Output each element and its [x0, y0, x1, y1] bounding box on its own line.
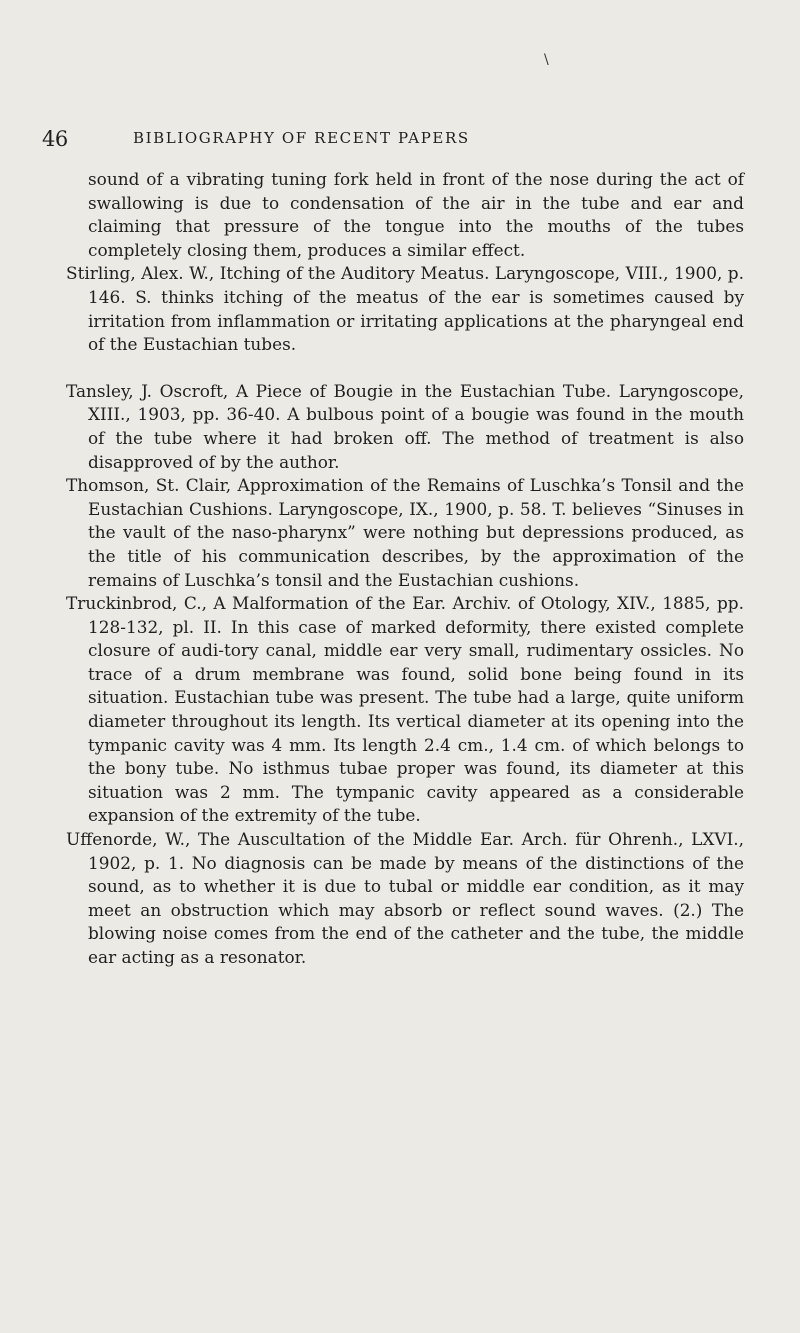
entry-truckinbrod: Truckinbrod, C., A Malformation of the Ear. Archiv. of Otology, XIV., 1885, pp. 128-132, pl. II. In this case of marked deformity, there existed complete closure of audi-tory canal, middle ear very small, rudimentary ossicles. No trace of a drum membrane was found, solid bone being found in its situation. Eustachian tube was present. The tube had a large, quite uniform diameter throughout its length. Its vertical diameter at its opening into the tympanic cavity was 4 mm. Its length 2.4 cm., 1.4 cm. of which belongs to the bony tube. No isthmus tubae proper was found, its diameter at this situation was 2 mm. The tympanic cavity appeared as a considerable expansion of the extremity of the tube. [66, 593, 744, 826]
entry-tansley: Tansley, J. Oscroft, A Piece of Bougie in the Eustachian Tube. Laryngoscope, XIII., 1903, pp. 36-40. A bulbous point of a bougie was found in the mouth of the tube where it had broken off. The method of treatment is also disapproved of by the author. [66, 380, 744, 472]
entry-stirling: Stirling, Alex. W., Itching of the Auditory Meatus. Laryngoscope, VIII., 1900, p. 146. S. thinks itching of the meatus of the ear is sometimes caused by irritation from inflammation or irritating applications at the pharyngeal end of the Eustachian tubes. [66, 263, 744, 355]
bibliography-body [66, 168, 744, 970]
entry-thomson: Thomson, St. Clair, Approximation of the Remains of Luschka’s Tonsil and the Eustachian Cushions. Laryngoscope, IX., 1900, p. 58. T. believes “Sinuses in the vault of the naso-pharynx” were nothing but depressions produced, as the title of his communication describes, by the approximation of the remains of Luschka’s tonsil and the Eustachian cushions. [66, 475, 744, 590]
entry-uffenorde: Uffenorde, W., The Auscultation of the Middle Ear. Arch. für Ohrenh., LXVI., 1902, p. 1. No diagnosis can be made by means of the distinctions of the sound, as to whether it is due to tubal or middle ear condition, as it may meet an obstruction which may absorb or reflect sound waves. (2.) The blowing noise comes from the end of the catheter and the tube, the middle ear acting as a resonator. [66, 829, 744, 967]
running-title: BIBLIOGRAPHY OF RECENT PAPERS [133, 129, 470, 147]
page-number: 46 [42, 127, 68, 151]
corner-mark: \ [544, 52, 549, 68]
entry-continuation: sound of a vibrating tuning fork held in front of the nose during the act of swallowing is due to condensation of the air in the tube and ear and claiming that pressure of the tongue into the mouths of the tubes completely closing them, produces a similar effect. [88, 169, 744, 260]
